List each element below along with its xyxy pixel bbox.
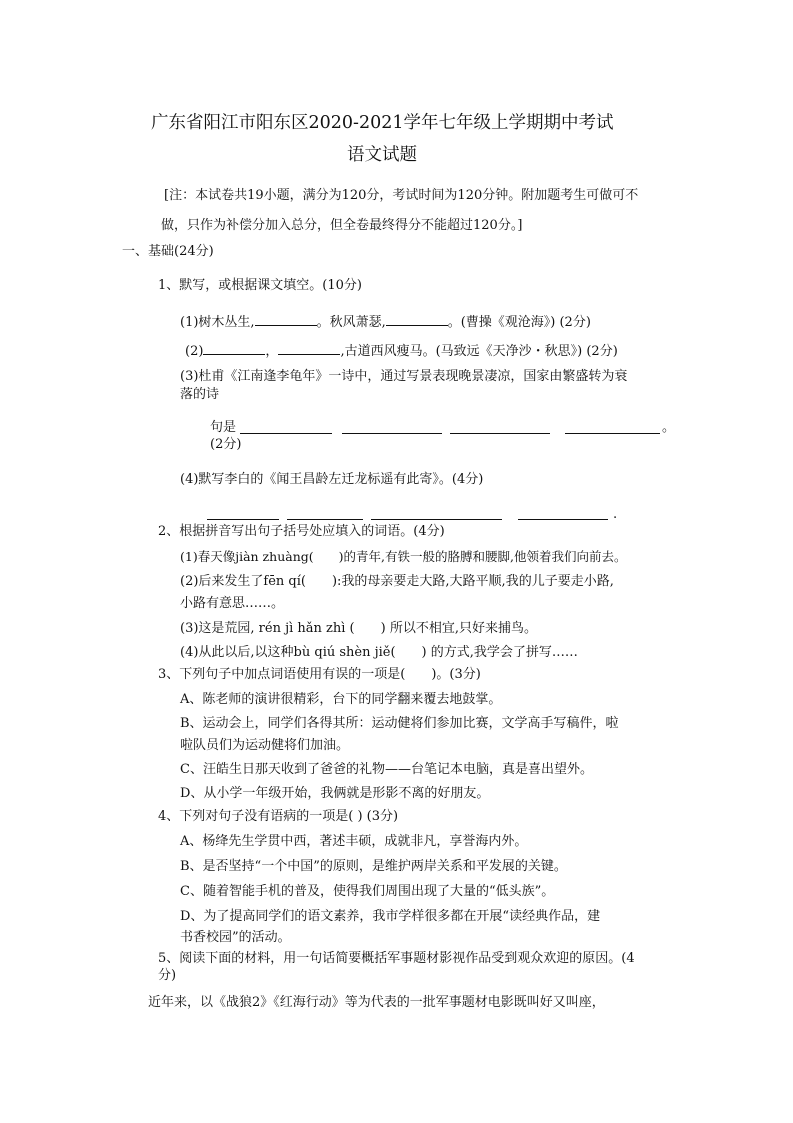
q1-item4-blank-1[interactable] — [207, 519, 279, 520]
q1-item2-blank-2[interactable] — [278, 342, 340, 355]
question-2-item-2-line-2: 小路有意思……。 — [180, 596, 285, 611]
question-2-stem: 2、根据拼音写出句子括号处应填入的词语。(4分) — [158, 524, 445, 539]
question-2-item-3: (3)这是荒园, rén jì hǎn zhì ( ) 所以不相宜,只好来捕鸟。 — [180, 621, 537, 636]
question-4-option-a: A、杨绛先生学贯中西，著述丰硕，成就非凡，享誉海内外。 — [180, 834, 528, 849]
question-1-item-4: (4)默写李白的《闻王昌龄左迁龙标遥有此寄》。(4分) — [180, 472, 484, 487]
question-4-option-d-line-2: 书香校园”的活动。 — [180, 930, 291, 945]
q1-item2-blank-1[interactable] — [203, 342, 265, 355]
question-1-item-2 — [185, 342, 618, 360]
question-2-item-2-line-1: (2)后来发生了fēn qí( ):我的母亲要走大路,大路平顺,我的儿子要走小路, — [180, 574, 614, 589]
q1-item4-period: . — [613, 507, 618, 522]
question-5-stem-line-1: 5、阅读下面的材料，用一句话简要概括军事题材影视作品受到观众欢迎的原因。(4 — [158, 951, 635, 966]
q1-item1-blank-2[interactable] — [386, 313, 448, 326]
q1-item1-text-b: 。秋风萧瑟, — [316, 315, 386, 330]
q1-item2-text-a: (2) — [185, 344, 204, 359]
q1-item4-blank-2[interactable] — [287, 519, 363, 520]
question-1-item-3-line-2: 落的诗 — [180, 387, 220, 402]
section-heading: 一、基础(24分) — [122, 244, 214, 259]
question-3-option-a: A、陈老师的演讲很精彩，台下的同学翻来覆去地鼓掌。 — [180, 692, 502, 707]
question-3-stem: 3、下列句子中加点词语使用有误的一项是( )。(3分) — [158, 667, 481, 682]
question-3-option-b-line-1: B、运动会上，同学们各得其所：运动健将们参加比赛，文学高手写稿件，啦 — [180, 716, 619, 731]
question-1-item-3-line-1: (3)杜甫《江南逢李龟年》一诗中，通过写景表现晚景凄凉，国家由繁盛转为衰 — [180, 369, 628, 384]
q1-item1-text-c: 。(曹操《观沧海》) (2分) — [447, 315, 591, 330]
q1-item3-blank-3[interactable] — [450, 433, 550, 434]
q1-item1-blank-1[interactable] — [255, 313, 317, 326]
question-2-item-4: (4)从此以后,以这种bù qiú shèn jiě( ) 的方式,我学会了拼写…… — [180, 645, 578, 660]
q1-item3-period: 。 — [662, 420, 676, 435]
q1-item3-score: (2分) — [210, 437, 242, 452]
q1-item1-text-a: (1)树木丛生, — [180, 315, 255, 330]
question-3-option-c: C、汪皓生日那天收到了爸爸的礼物——台笔记本电脑，真是喜出望外。 — [180, 762, 593, 777]
question-3-option-d: D、从小学一年级开始，我俩就是形影不离的好朋友。 — [180, 786, 490, 801]
question-1-stem: 1、默写，或根据课文填空。(10分) — [158, 278, 362, 293]
question-4-option-c: C、随着智能手机的普及，使得我们周围出现了大量的“低头族”。 — [180, 884, 555, 899]
question-5-stem-line-2: 分) — [158, 968, 177, 983]
question-4-stem: 4、下列对句子没有语病的一项是( ) (3分) — [158, 809, 399, 824]
page-subtitle: 语文试题 — [347, 145, 417, 165]
exam-note-line-1: [注：本试卷共19小题，满分为120分，考试时间为120分钟。附加题考生可做可不 — [164, 188, 639, 203]
q1-item2-text-c: ,古道西风瘦马。(马致远《天净沙・秋思》) (2分) — [340, 344, 618, 359]
question-4-option-b: B、是否坚持“一个中国”的原则，是维护两岸关系和平发展的关键。 — [180, 859, 567, 874]
question-4-option-d-line-1: D、为了提高同学们的语文素养，我市学样很多都在开展“读经典作品，建 — [180, 909, 601, 924]
q1-item4-blank-4[interactable] — [518, 519, 608, 520]
q1-item2-text-b: ， — [265, 344, 279, 359]
question-5-passage: 近年来，以《战狼2》《红海行动》等为代表的一批军事题材电影既叫好又叫座， — [148, 995, 605, 1010]
q1-item4-blank-3[interactable] — [371, 519, 502, 520]
q1-item3-prefix: 句是 — [210, 420, 237, 435]
question-1-item-1 — [180, 313, 591, 331]
page-title: 广东省阳江市阳东区2020-2021学年七年级上学期期中考试 — [151, 113, 614, 133]
q1-item3-blank-4[interactable] — [565, 433, 660, 434]
q1-item3-blank-2[interactable] — [342, 433, 442, 434]
question-3-option-b-line-2: 啦队员们为运动健将们加油。 — [180, 738, 350, 753]
q1-item3-blank-1[interactable] — [240, 433, 332, 434]
exam-note-line-2: 做，只作为补偿分加入总分，但全卷最终得分不能超过120分。] — [161, 218, 523, 233]
question-2-item-1: (1)春天像jiàn zhuàng( )的青年,有铁一般的胳膊和腰脚,他领着我们向前去。 — [180, 549, 627, 564]
